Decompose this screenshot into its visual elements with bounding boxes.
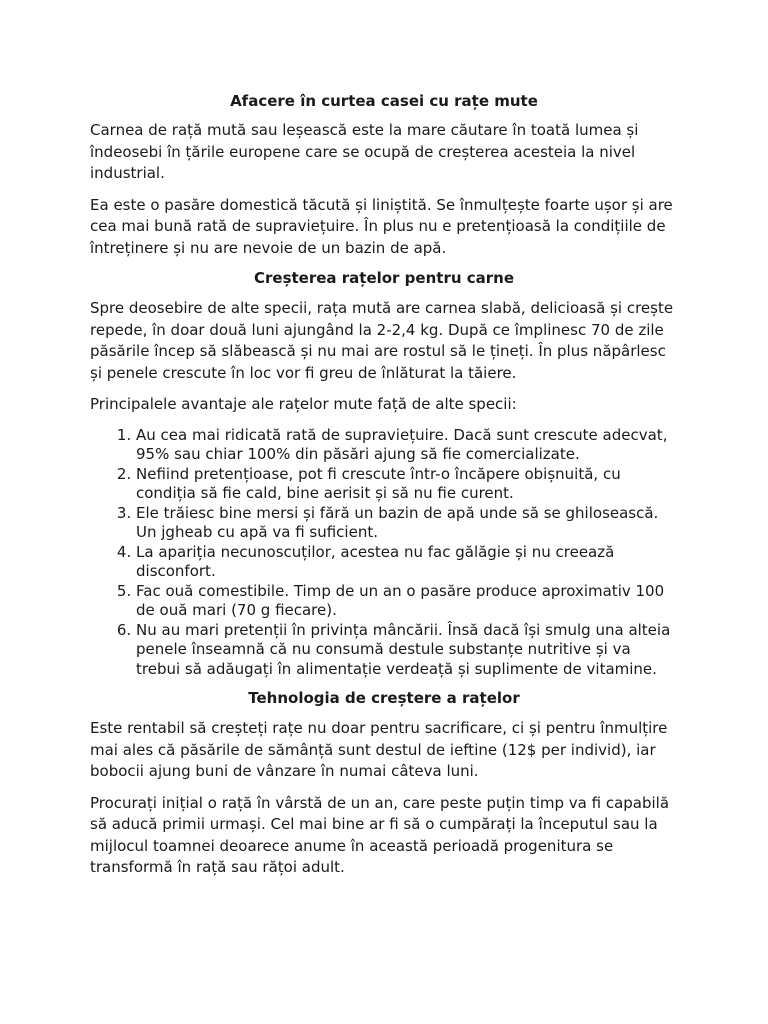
list-item: 5. Fac ouă comestibile. Timp de un an o pasăre produce aproximativ 100 de ouă mari (70 g fiecare). — [136, 582, 678, 621]
section-heading-technology: Tehnologia de creștere a rațelor — [248, 689, 520, 707]
section-heading-meat: Creșterea rațelor pentru carne — [253, 269, 515, 287]
intro-paragraph-2: Ea este o pasăre domestică tăcută și liniștită. Se înmulțește foarte ușor și are cea mai bună rată de supraviețuire. În plus nu e pretențioasă la condițiile de întreținere și nu are nevoie de un bazin de apă. — [90, 195, 673, 257]
advantages-list — [90, 426, 678, 680]
list-item: 1. Au cea mai ridicată rată de supraviețuire. Dacă sunt crescute adecvat, 95% sau chiar 100% din păsări ajung să fie comercializate. — [136, 426, 678, 465]
section2-paragraph-1: Este rentabil să creșteți rațe nu doar pentru sacrificare, ci și pentru înmulțire mai ales că păsările de sămânță sunt destul de ieftine (12$ per individ), iar bobocii ajung buni de vânzare în numai câteva luni. — [90, 719, 668, 780]
list-item: 4. La apariția necunoscuților, acestea nu fac gălăgie și nu creează disconfort. — [136, 543, 678, 582]
list-item: 6. Nu au mari pretenții în privința mâncării. Însă dacă își smulg una alteia penele înseamnă că nu consumă destule substanțe nutritive și va trebui să adăugați în alimentație verdeață și suplimente de vitamine. — [136, 621, 678, 680]
intro-paragraph-1: Carnea de rață mută sau leșească este la mare căutare în toată lumea și îndeosebi în țările europene care se ocupă de creșterea acesteia la nivel industrial. — [90, 121, 639, 182]
document-title: Afacere în curtea casei cu rațe mute — [230, 92, 538, 110]
section1-paragraph-1: Spre deosebire de alte specii, rața mută are carnea slabă, delicioasă și crește repede, în doar două luni ajungând la 2-2,4 kg. După ce împlinesc 70 de zile păsările încep să slăbească și nu mai are rostul să le țineți. În plus năpârlesc și penele crescute în loc vor fi greu de înlăturat la tăiere. — [90, 299, 674, 382]
section2-paragraph-2: Procurați inițial o rață în vârstă de un an, care peste puțin timp va fi capabilă să aducă primii urmași. Cel mai bine ar fi să o cumpărați la începutul sau la mijlocul toamnei deoarece anume în această perioadă progenitura se transformă în rață sau rățoi adult. — [90, 793, 670, 876]
list-item: 2. Nefiind pretențioase, pot fi crescute într-o încăpere obișnuită, cu condiția să fie cald, bine aerisit și să nu fie curent. — [136, 465, 678, 504]
section1-paragraph-2: Principalele avantaje ale rațelor mute față de alte specii: — [90, 395, 517, 413]
list-item: 3. Ele trăiesc bine mersi și fără un bazin de apă unde să se ghilosească. Un jgheab cu apă va fi suficient. — [136, 504, 678, 543]
